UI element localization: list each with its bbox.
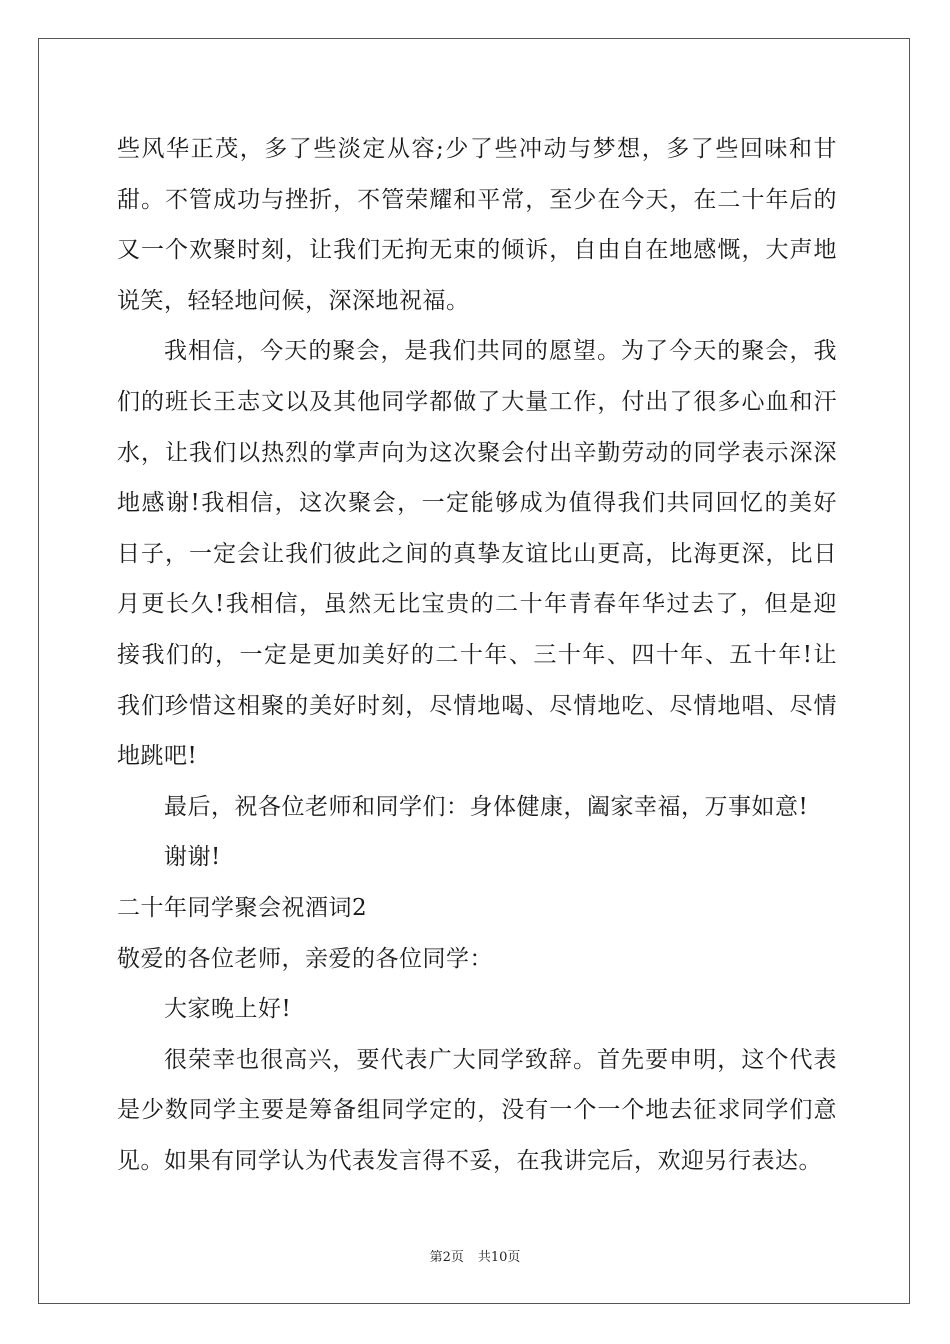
section-heading: 二十年同学聚会祝酒词2: [117, 894, 368, 921]
paragraph-first-line: 我相信，今天的聚会，是我们共同的愿望。为了今天的聚会，我: [164, 338, 837, 365]
body-line: 月更长久!我相信，虽然无比宝贵的二十年青春年华过去了，但是迎: [117, 591, 837, 618]
body-line: 地感谢!我相信，这次聚会，一定能够成为值得我们共同回忆的美好: [117, 490, 837, 517]
body-line: 水，让我们以热烈的掌声向为这次聚会付出辛勤劳动的同学表示深深: [117, 439, 837, 466]
page-footer: [0, 1246, 950, 1265]
greeting: 大家晚上好!: [164, 996, 292, 1023]
paragraph-first-line: 很荣幸也很高兴，要代表广大同学致辞。首先要申明，这个代表: [164, 1046, 837, 1073]
body-line: 些风华正茂，多了些淡定从容;少了些冲动与梦想，多了些回味和甘: [117, 136, 837, 162]
body-line: 说笑，轻轻地问候，深深地祝福。: [117, 287, 470, 314]
body-line: 又一个欢聚时刻，让我们无拘无束的倾诉，自由自在地感慨，大声地: [117, 237, 837, 264]
document-body: [117, 124, 837, 1186]
body-line: 地跳吧!: [117, 743, 198, 770]
body-line: 我们珍惜这相聚的美好时刻，尽情地喝、尽情地吃、尽情地唱、尽情: [117, 692, 837, 719]
body-line: 接我们的，一定是更加美好的二十年、三十年、四十年、五十年!让: [117, 641, 837, 668]
body-line: 们的班长王志文以及其他同学都做了大量工作，付出了很多心血和汗: [117, 388, 837, 415]
body-line: 见。如果有同学认为代表发言得不妥，在我讲完后，欢迎另行表达。: [117, 1147, 822, 1174]
body-line: 日子，一定会让我们彼此之间的真挚友谊比山更高，比海更深，比日: [117, 540, 837, 567]
paragraph-first-line: 最后，祝各位老师和同学们：身体健康，阖家幸福，万事如意!: [164, 793, 809, 820]
body-line: 甜。不管成功与挫折，不管荣耀和平常，至少在今天，在二十年后的: [117, 186, 837, 213]
body-line: 是少数同学主要是筹备组同学定的，没有一个一个地去征求同学们意: [117, 1097, 837, 1124]
page-number: 第2页: [429, 1250, 464, 1265]
salutation: 敬爱的各位老师，亲爱的各位同学：: [117, 945, 493, 972]
paragraph-first-line: 谢谢!: [164, 844, 221, 871]
page-total: 共10页: [477, 1250, 521, 1265]
